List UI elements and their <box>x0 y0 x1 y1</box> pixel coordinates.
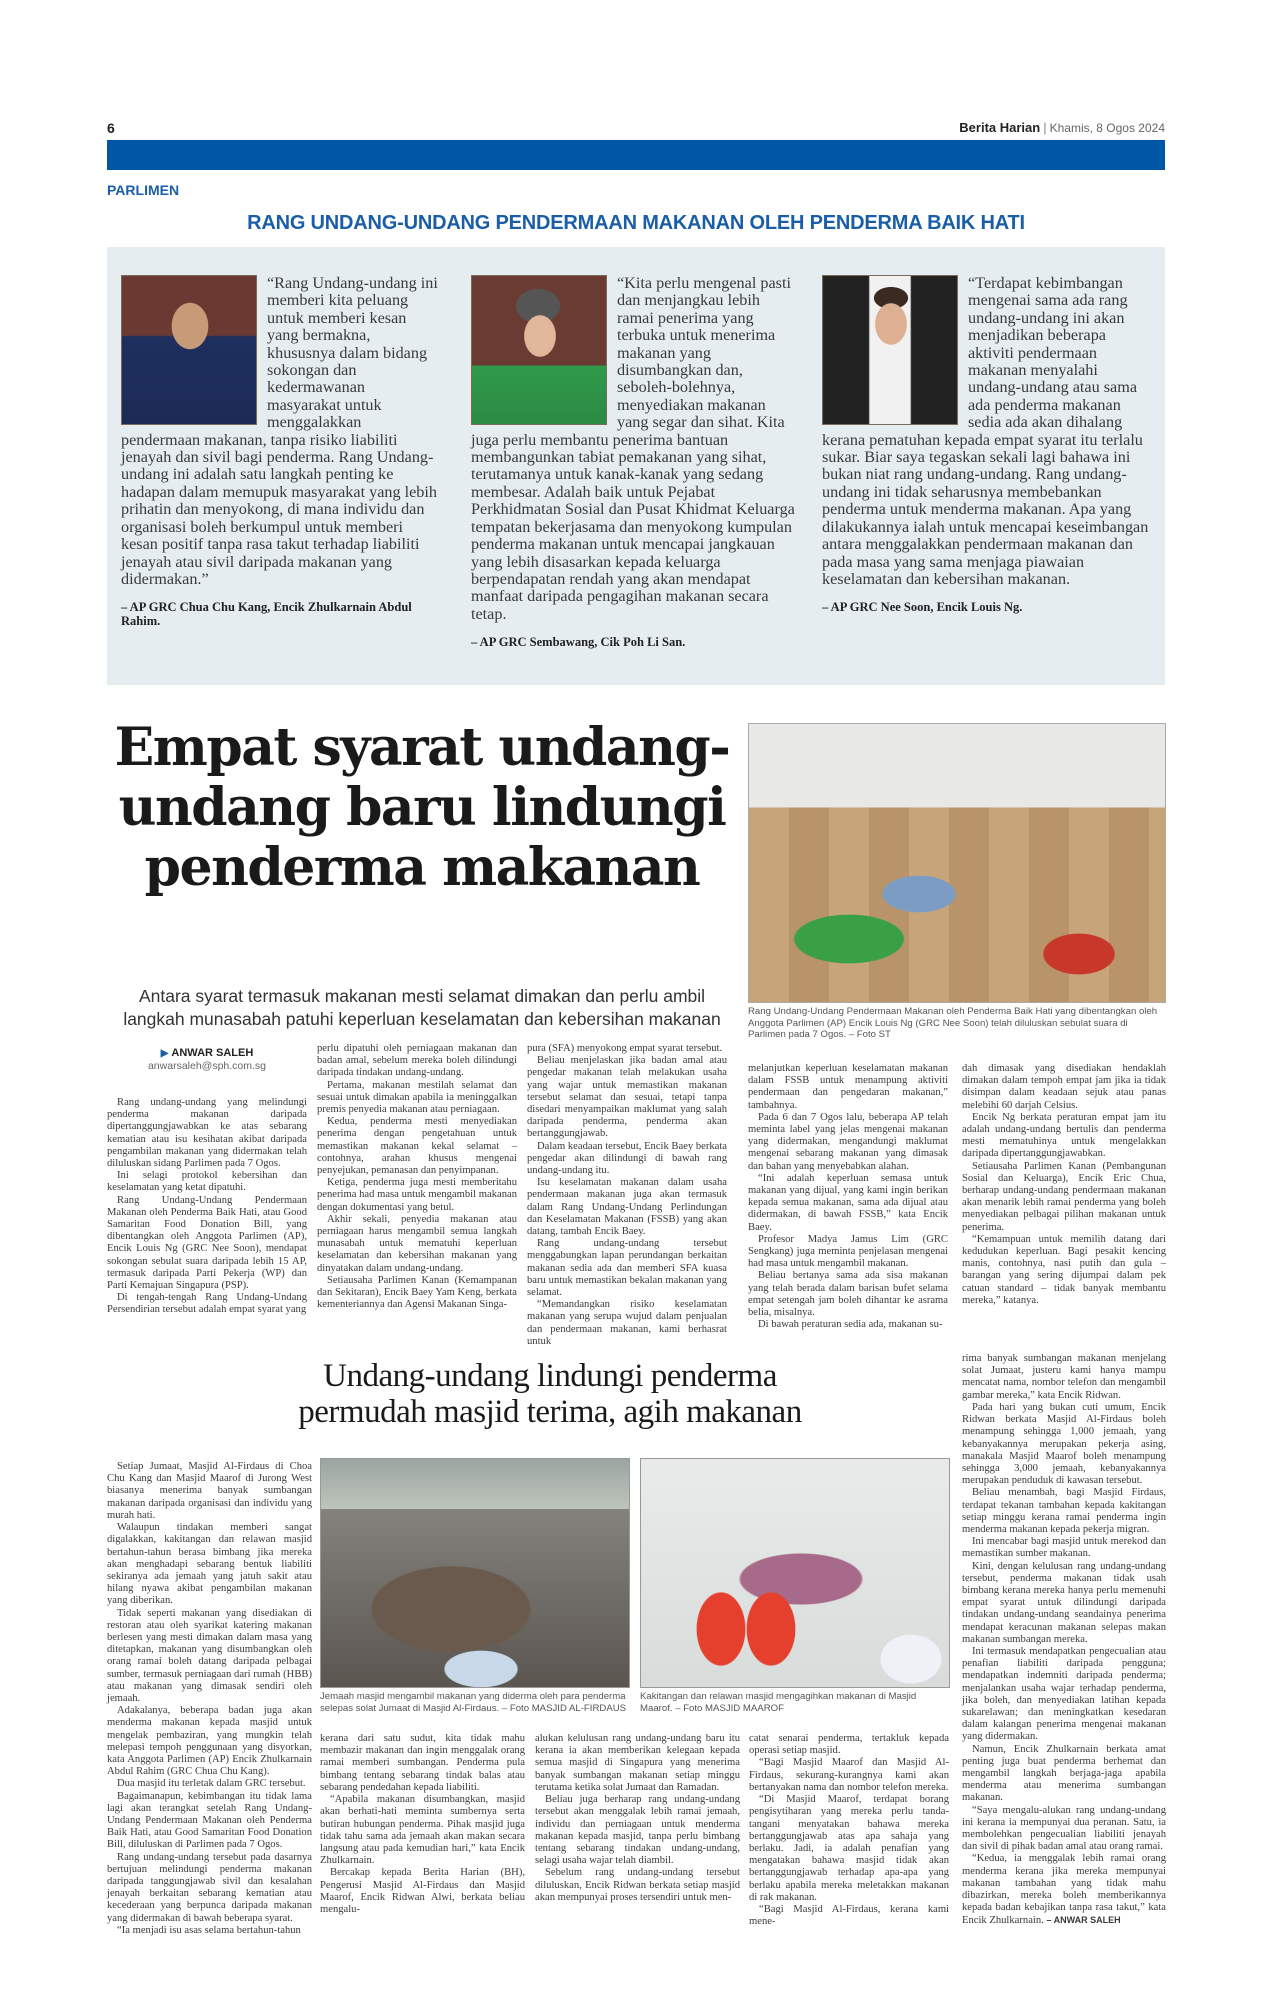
paragraph: Pada hari yang bukan cuti umum, Encik Ridwan berkata Masjid Al-Firdaus boleh menampung sehingga 1,000 jemaah, yang kebanyakannya merupakan pekerja asing, manakala Masjid Maarof boleh menampung sehingga 3,000 jemaah, kebanyakannya merupakan penduduk di kawasan tersebut. <box>962 1401 1166 1487</box>
quote-panel <box>107 247 1165 685</box>
paragraph: kerana dari satu sudut, kita tidak mahu membazir makanan dan ingin menggalak orang ramai memberi sumbangan. Penderma pula bimbang tentang sebarang tindak balas atau sebarang pendedahan kepada liabiliti. <box>320 1733 525 1793</box>
portrait-image <box>471 275 607 425</box>
masthead <box>959 120 1165 135</box>
second-column-2 <box>320 1733 525 1916</box>
second-column-1 <box>107 1461 312 1937</box>
paragraph: “Apabila makanan disumbangkan, masjid akan berhati-hati meminta sumbernya serta butiran hubungan penderma. Pihak masjid juga tidak tahu sama ada jemaah akan makan secara langsung atau pada kemudian hari,” kata Encik Zhulkarnain. <box>320 1794 525 1867</box>
paragraph: “Di Masjid Maarof, terdapat borang pengisytiharan yang mereka perlu tanda-tangani menyatakan bahawa mereka bertanggungjawab atas apa sahaja yang berlaku. Jadi, ia adalah penafian yang mengatakan bahawa masjid tidak akan bertanggungjawab terhadap apa-apa yang berlaku apabila mereka meletakkan makanan di rak makanan. <box>749 1794 949 1903</box>
paragraph: Beliau juga berharap rang undang-undang tersebut akan menggalak lebih ramai jemaah, individu dan perniagaan untuk menderma makanan kepada masjid, tanpa perlu bimbang tentang sebarang tindakan undang-undang, selagi usaha wajar telah diambil. <box>535 1794 740 1867</box>
panel-title: RANG UNDANG-UNDANG PENDERMAAN MAKANAN OLEH PENDERMA BAIK HATI <box>247 212 1025 234</box>
issue-date: Khamis, 8 Ogos 2024 <box>1049 121 1165 135</box>
paragraph-text: “Kedua, ia menggalak lebih ramai orang menderma kerana jika mereka mempunyai makanan tambahan yang tidak mahu dibazirkan, mereka boleh memberikannya kepada badan kebajikan tanpa rasa takut,” kata Encik Zhulkarnain. <box>962 1853 1166 1927</box>
paragraph: Encik Ng berkata peraturan empat jam itu adalah undang-undang bertulis dan penderma mesti mematuhinya untuk mengelakkan daripada dipertanggungjawabkan. <box>962 1111 1166 1160</box>
photo2-caption: Kakitangan dan relawan masjid mengagihkan makanan di Masjid Maarof. – Foto MASJID MAAROF <box>640 1691 917 1714</box>
end-signature: – ANWAR SALEH <box>1046 1915 1121 1926</box>
quote-text: “Kita perlu mengenal pasti dan menjangkau lebih ramai penerima yang terbuka untuk menerima makanan yang disumbangkan dan, seboleh-bolehnya, menyediakan makanan yang segar dan sihat. Kita juga perlu membantu penerima bantuan membangunkan tabiat pemakanan yang sihat, terutamanya untuk kanak-kanak yang sedang membesar. Adalah baik untuk Pejabat Perkhidmatan Sosial dan Pusat Khidmat Keluarga tempatan bekerjasama dan menyokong kumpulan penderma makanan untuk mencapai jangkauan yang lebih disasarkan kepada keluarga berpendapatan rendah yang akan mendapat manfaat daripada pengagihan makanan secara tetap. <box>471 274 795 623</box>
quote-text: “Rang Undang-undang ini memberi kita peluang untuk memberi kesan yang bermakna, khususnya dalam bidang sokongan dan kedermawanan masyarakat untuk menggalakkan pendermaan makanan, tanpa risiko liabiliti jenayah dan sivil bagi penderma. Rang Undang-undang ini adalah satu langkah penting ke hadapan dalam memupuk masyarakat yang lebih prihatin dan menyokong, di mana individu dan organisasi boleh berkumpul untuk memberi kesan positif tanpa rasa takut terhadap liabiliti jenayah atau sivil daripada makanan yang didermakan.” <box>121 274 438 588</box>
quote-attribution: – AP GRC Sembawang, Cik Poh Li San. <box>471 635 686 650</box>
paragraph: Rang undang-undang tersebut menggabungkan lapan perundangan berkaitan makanan sedia ada dan memberi SFA kuasa baru untuk memastikan bekalan makanan yang selamat. <box>527 1238 727 1299</box>
paragraph: Profesor Madya Jamus Lim (GRC Sengkang) juga meminta penjelasan mengenai had masa untuk mengambil makanan. <box>748 1233 948 1270</box>
quote-louis-ng <box>822 275 1150 614</box>
quote-attribution: – AP GRC Nee Soon, Encik Louis Ng. <box>822 600 1023 615</box>
main-column-2 <box>317 1043 517 1311</box>
paragraph: “Bagi Masjid Maarof dan Masjid Al-Firdaus, sekurang-kurangnya kami akan bertanyakan nama dan nombor telefon mereka. <box>749 1757 949 1793</box>
second-column-3 <box>535 1733 740 1904</box>
paragraph: Tidak seperti makanan yang disediakan di restoran atau oleh syarikat katering makanan berlesen yang mesti dimakan dalam masa yang ditetapkan, makanan yang disumbangkan oleh orang ramai boleh datang daripada pelbagai sumber, termasuk perniagaan dari rumah (HBB) atau makanan yang dimasak sendiri oleh jemaah. <box>107 1607 312 1704</box>
paragraph: rima banyak sumbangan makanan menjelang solat Jumaat, justeru kami hanya mampu mencatat nama, nombor telefon dan mengambil gambar mereka,” kata Encik Ridwan. <box>962 1353 1166 1401</box>
masjid-al-firdaus-photo <box>320 1458 630 1688</box>
paragraph: “Ini adalah keperluan semasa untuk makanan yang dijual, yang kami ingin berikan kepada semua makanan, sama ada dijual atau didermakan, di bawah FSSB,” kata Encik Baey. <box>748 1172 948 1233</box>
paragraph: Di bawah peraturan sedia ada, makanan su- <box>758 1319 943 1331</box>
play-triangle-icon: ▶ <box>160 1048 169 1059</box>
paragraph: Beliau menjelaskan jika badan amal atau pengedar makanan telah melakukan usaha yang wajar untuk memastikan makanan tersebut selamat dan sesuai, tetapi tanpa disedari menyampaikan maklumat yang salah daripada penderma, penderma akan bertanggungjawab. <box>527 1055 727 1140</box>
paragraph: Dalam keadaan tersebut, Encik Baey berkata pengedar akan dilindungi di bawah rang undang-undang itu. <box>527 1140 728 1177</box>
paragraph: Akhir sekali, penyedia makanan atau perniagaan harus mengambil semua langkah munasabah untuk mematuhi keperluan keselamatan dan kebersihan makanan yang dinyatakan dalam undang-undang. <box>317 1213 517 1274</box>
page-number: 6 <box>107 120 115 136</box>
quote-zhulkarnain <box>121 275 441 628</box>
second-column-4 <box>749 1733 949 1928</box>
paragraph: Beliau bertanya sama ada sisa makanan yang telah berada dalam barisan bufet selama empat setengah jam boleh dihantar ke asrama belia, misalnya. <box>748 1270 948 1319</box>
paragraph: Di tengah-tengah Rang Undang-Undang Persendirian tersebut adalah empat syarat yang <box>107 1292 307 1316</box>
paragraph: Pada 6 dan 7 Ogos lalu, beberapa AP telah meminta label yang jelas mengenai makanan yang didermakan, mengandungi maklumat mengenai sebarang makanan yang dimasak dan bahan yang menyebabkan alahan. <box>748 1111 948 1172</box>
paragraph: Ini selagi protokol kebersihan dan keselamatan yang ketat dipatuhi. <box>107 1170 307 1194</box>
paragraph: Dua masjid itu terletak dalam GRC tersebut. <box>117 1778 306 1790</box>
paragraph: Ini termasuk mendapatkan pengecualian atau penafian liabiliti daripada pengguna; mendapatkan indemniti daripada penderma; menjalankan usaha wajar terhadap penderma, jika boleh, dan menyediakan latihan kepada sukarelawan; dan meningkatkan kesedaran dalam kalangan penerima mengenai makanan yang didermakan. <box>962 1645 1166 1743</box>
byline-email[interactable]: anwarsaleh@sph.com.sg <box>147 1060 267 1072</box>
paragraph: Adakalanya, beberapa badan juga akan menderma makanan kepada masjid untuk mengelak pembaziran, yang mungkin telah melepasi tempoh penggunaan yang disyorkan, kata Anggota Parlimen (AP) Encik Zhulkarnain Abdul Rahim (GRC Chua Chu Kang). <box>107 1705 312 1778</box>
paragraph: Rang undang-undang tersebut pada dasarnya bertujuan melindungi penderma makanan daripada tanggungjawab sivil dan kesalahan jenayah berkaitan sebarang kematian atau kecederaan yang berpunca daripada makanan yang didermakan di bawah beberapa syarat. <box>107 1851 312 1924</box>
paragraph: alukan kelulusan rang undang-undang baru itu kerana ia akan memberikan kelegaan kepada semua masjid di Singapura yang menerima banyak sumbangan makanan setiap minggu terutama ketika solat Jumaat dan Ramadan. <box>535 1733 740 1793</box>
paragraph: melanjutkan keperluan keselamatan makanan dalam FSSB untuk menampung aktiviti pendermaan dan pengedaran makanan,” tambahnya. <box>748 1063 948 1111</box>
paragraph: Ini mencabar bagi masjid untuk merekod dan memastikan sumber makanan. <box>962 1536 1166 1560</box>
paragraph: Pertama, makanan mestilah selamat dan sesuai untuk dimakan apabila ia meninggalkan premis penyedia makanan atau perniagaan. <box>317 1079 517 1116</box>
page-header <box>107 120 1165 138</box>
quote-attribution: – AP GRC Chua Chu Kang, Encik Zhulkarnain Abdul Rahim. <box>121 600 412 629</box>
paragraph: “Ia menjadi isu asas selama bertahun-tahun <box>117 1924 301 1936</box>
byline-name: ANWAR SALEH <box>171 1047 254 1059</box>
quote-text: “Terdapat kebimbangan mengenai sama ada rang undang-undang ini akan menjadikan beberapa aktiviti pendermaan makanan menyalahi undang-undang atau sama ada penderma makanan sedia ada akan dihalang kerana pematuhan kepada empat syarat itu terlalu sukar. Biar saya tegaskan sekali lagi bahawa ini bukan niat rang undang-undang. Rang undang-undang ini tidak seharusnya membebankan penderma untuk menderma makanan. Apa yang dilakukannya ialah untuk mencapai keseimbangan antara menggalakkan pendermaan makanan dan pada masa yang sama menjaga piawaian keselamatan dan kebersihan makanan. <box>822 274 1149 588</box>
paragraph: Setiausaha Parlimen Kanan (Kemampanan dan Sekitaran), Encik Baey Yam Keng, berkata kementeriannya dan Agensi Makanan Singa- <box>317 1274 517 1311</box>
main-standfirst: Antara syarat termasuk makanan mesti selamat dimakan dan perlu ambil langkah munasabah patuhi keperluan keselamatan dan kebersihan makanan <box>123 986 721 1029</box>
paragraph: “Memandangkan risiko keselamatan makanan yang serupa wujud dalam penjualan dan pendermaan makanan, kami berhasrat untuk <box>527 1299 727 1347</box>
byline <box>107 1047 307 1072</box>
portrait-image <box>822 275 958 425</box>
masjid-maarof-photo <box>640 1458 950 1688</box>
paragraph: “Bagi Masjid Al-Firdaus, kerana kami mene- <box>749 1903 949 1928</box>
paragraph: perlu dipatuhi oleh perniagaan makanan dan badan amal, sebelum mereka boleh dilindungi daripada tindakan undang-undang. <box>317 1043 517 1079</box>
paragraph <box>962 1853 1166 1927</box>
paragraph: Sebelum rang undang-undang tersebut diluluskan, Encik Ridwan berkata setiap masjid akan mempunyai proses tersendiri untuk men- <box>535 1867 740 1903</box>
paragraph: Rang Undang-Undang Pendermaan Makanan oleh Penderma Baik Hati, atau Good Samaritan Food Donation Bill, yang dibentangkan oleh Anggota Parlimen (AP), Encik Louis Ng (GRC Nee Soon), mendapat sokongan sebulat suara daripada lebih 15 AP, termasuk daripada Parti Pekerja (WP) dan Parti Kemajuan Singapura (PSP). <box>107 1194 307 1292</box>
photo1-caption: Jemaah masjid mengambil makanan yang diderma oleh para penderma selepas solat Jumaat di Masjid Al-Firdaus. – Foto MASJID AL-FIRDAUS <box>320 1691 627 1714</box>
quote-poh-li-san <box>471 275 799 649</box>
main-column-5 <box>962 1063 1166 1307</box>
paragraph: Isu keselamatan makanan dalam usaha pendermaan makanan juga akan termasuk dalam Rang Undang-Undang Perlindungan dan Keselamatan Makanan (FSSB) yang akan datang, tambah Encik Baey. <box>527 1177 727 1238</box>
paragraph: Beliau menambah, bagi Masjid Firdaus, terdapat tekanan tambahan kepada kakitangan setiap minggu kerana ramai penderma ingin menderma makanan kepada pekerja migran. <box>962 1487 1166 1535</box>
paragraph: Setiap Jumaat, Masjid Al-Firdaus di Choa Chu Kang dan Masjid Maarof di Jurong West biasanya menerima banyak sumbangan makanan daripada organisasi dan individu yang murah hati. <box>107 1461 312 1521</box>
main-headline: Empat syarat undang-undang baru lindungi penderma makanan <box>114 717 730 898</box>
section-label: PARLIMEN <box>107 182 180 198</box>
food-donation-warehouse-photo <box>748 723 1166 1003</box>
second-headline-line1: Undang-undang lindungi penderma <box>323 1358 777 1395</box>
main-column-3 <box>527 1043 727 1348</box>
main-column-1 <box>107 1097 307 1317</box>
publication-name: Berita Harian <box>959 120 1041 135</box>
paragraph: “Kemampuan untuk memilih datang dari kedudukan keperluan. Bagi pesakit kencing manis, contohnya, nasi putih dan gula – barangan yang sering dijumpai dalam pek catuan standard – tidak banyak membantu mereka,” katanya. <box>962 1233 1166 1306</box>
paragraph: dah dimasak yang disediakan hendaklah dimakan dalam tempoh empat jam jika ia tidak disimpan dalam keadaan sejuk atau panas melebihi 60 darjah Celsius. <box>962 1063 1166 1111</box>
paragraph: Kedua, penderma mesti menyediakan penerima dengan pengetahuan untuk memastikan makanan kekal selamat – contohnya, arahan khusus mengenai penyejukan, pemanasan dan penyimpanan. <box>317 1116 517 1177</box>
second-headline <box>220 1358 880 1430</box>
second-column-5 <box>962 1353 1166 1928</box>
main-column-4 <box>748 1063 948 1331</box>
paragraph: Rang undang-undang yang melindungi penderma makanan daripada dipertanggungjawabkan ke atas sebarang kematian atau isu kesihatan akibat daripada pengambilan makanan yang didermakan telah diluluskan sidang Parlimen pada 7 Ogos. <box>107 1097 307 1170</box>
paragraph: “Saya mengalu-alukan rang undang-undang ini kerana ia mempunyai dua peranan. Satu, ia membolehkan pengecualian liabiliti jenayah dan sivil di pihak badan amal atau orang ramai. <box>962 1804 1166 1853</box>
paragraph: Setiausaha Parlimen Kanan (Pembangunan Sosial dan Keluarga), Encik Eric Chua, berharap undang-undang pendermaan makanan akan menarik lebih ramai penderma yang boleh menyediakan pelbagai pilihan makanan untuk penerima. <box>962 1160 1166 1233</box>
paragraph: Bercakap kepada Berita Harian (BH), Pengerusi Masjid Al-Firdaus dan Masjid Maarof, Encik Ridwan Alwi, berkata beliau mengalu- <box>320 1867 525 1915</box>
masthead-separator: | <box>1043 120 1047 135</box>
second-headline-line2: permudah masjid terima, agih makanan <box>298 1394 802 1431</box>
header-color-bar <box>107 140 1165 170</box>
paragraph: Ketiga, penderma juga mesti memberitahu penerima had masa untuk mengambil makanan dengan dokumentasi yang betul. <box>317 1177 517 1213</box>
paragraph: Walaupun tindakan memberi sangat digalakkan, kakitangan dan relawan masjid bertahun-tahun berasa bimbang jika mereka akan menghadapi sebarang bentuk liabiliti sekiranya ada jemaah yang jatuh sakit atau hilang nyawa akibat pengambilan makanan yang diberikan. <box>107 1522 312 1607</box>
paragraph: Kini, dengan kelulusan rang undang-undang tersebut, penderma makanan tidak usah bimbang kerana mereka hanya perlu memenuhi empat syarat untuk dilindungi daripada tindakan undang-undang seandainya penerima mendapat keracunan makanan selepas makan makanan sumbangan mereka. <box>962 1560 1166 1645</box>
newspaper-page <box>107 120 1165 685</box>
main-photo-caption: Rang Undang-Undang Pendermaan Makanan oleh Penderma Baik Hati yang dibentangkan oleh Anggota Parlimen (AP) Encik Louis Ng (GRC Nee Soon) telah diluluskan sebulat suara di Parlimen pada 7 Ogos. – Foto ST <box>748 1006 1158 1040</box>
portrait-image <box>121 275 257 425</box>
paragraph: Bagaimanapun, kebimbangan itu tidak lama lagi akan terangkat setelah Rang Undang-Undang Pendermaan Makanan oleh Penderma Baik Hati, atau Good Samaritan Food Donation Bill, diluluskan di Parlimen pada 7 Ogos. <box>107 1790 312 1851</box>
paragraph: pura (SFA) menyokong empat syarat tersebut. <box>527 1043 723 1054</box>
paragraph: Namun, Encik Zhulkarnain berkata amat penting juga buat penderma berhemat dan mengambil langkah berjaga-jaga apabila menderma atau menerima sumbangan makanan. <box>962 1743 1166 1804</box>
paragraph: catat senarai penderma, tertakluk kepada operasi setiap masjid. <box>749 1733 949 1757</box>
